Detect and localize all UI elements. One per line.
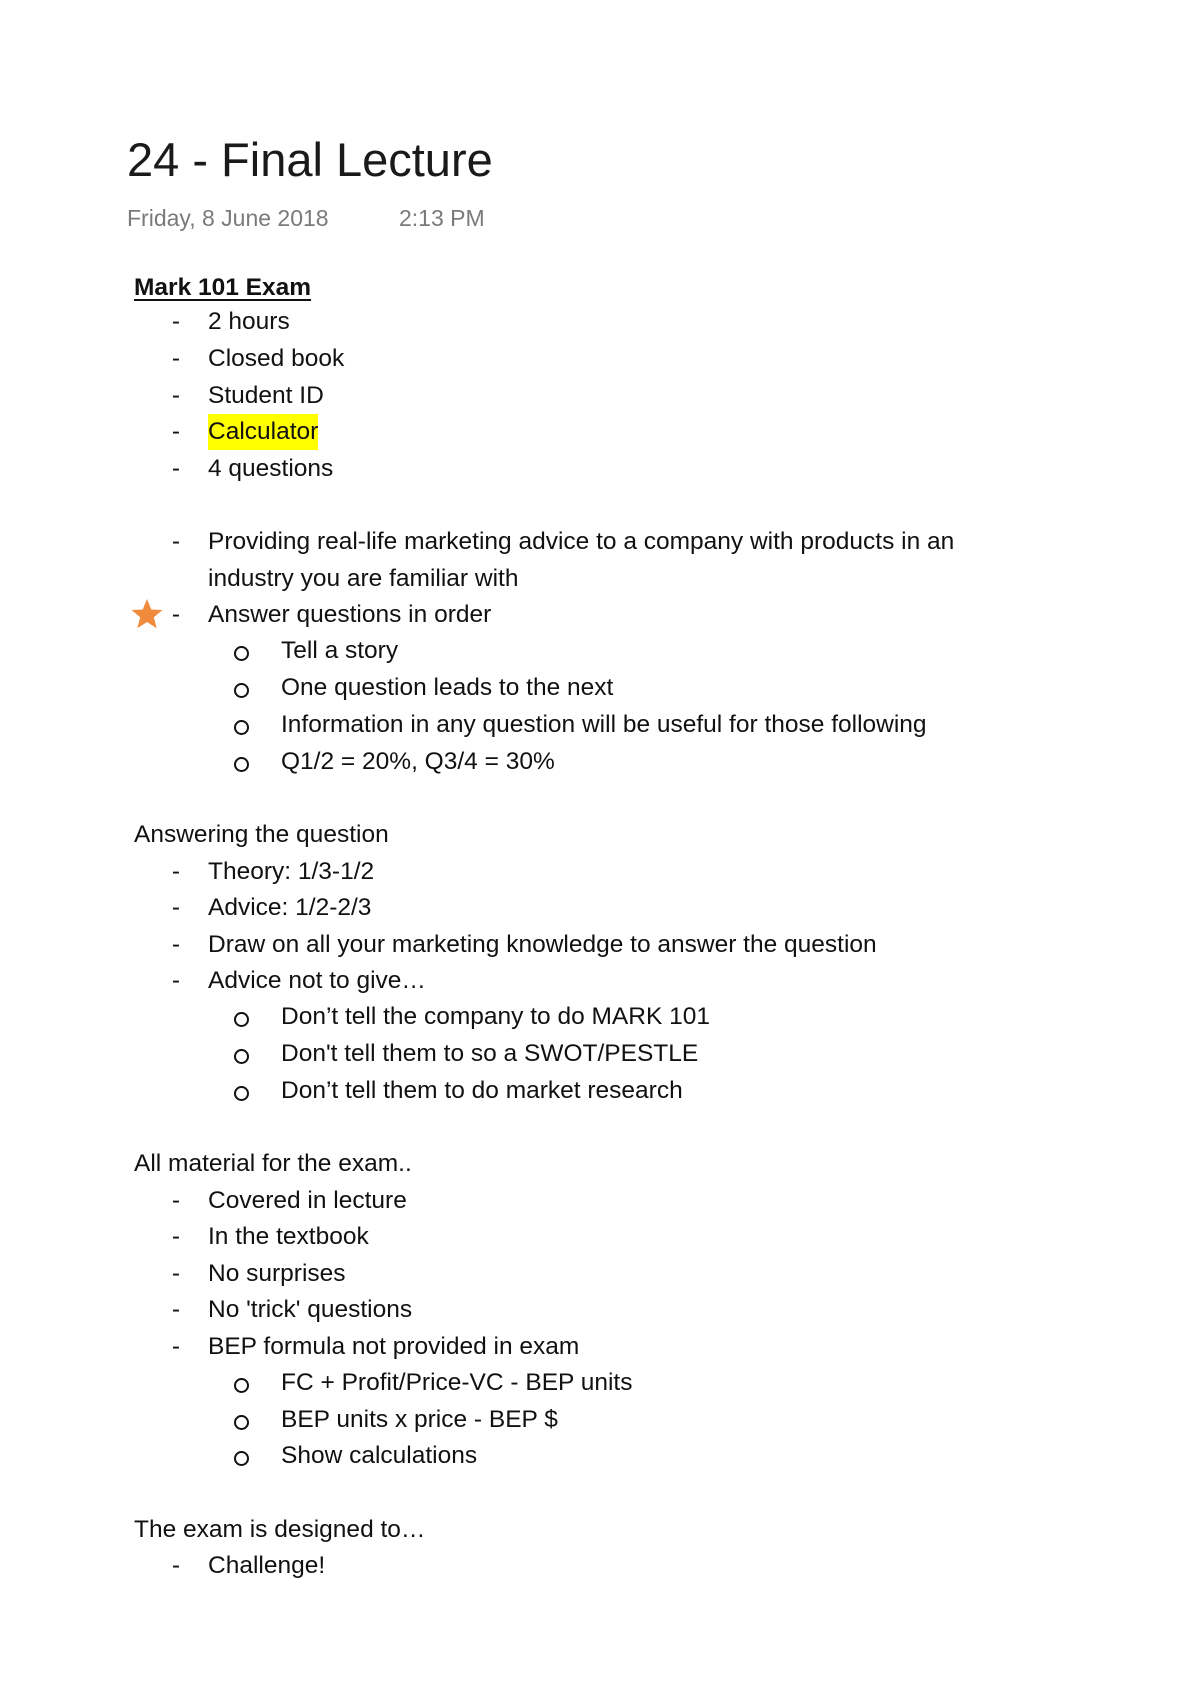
page-title: 24 - Final Lecture (127, 133, 493, 186)
sub-list-item-text: Don’t tell them to do market research (281, 1077, 683, 1104)
bullet-dash: - (171, 1260, 181, 1287)
section-heading-answering: Answering the question (134, 821, 389, 848)
sub-list-item-text: Don’t tell the company to do MARK 101 (281, 1003, 710, 1030)
sub-list-item-text: One question leads to the next (281, 674, 614, 701)
sub-list-item-text: Don't tell them to so a SWOT/PESTLE (281, 1040, 699, 1067)
sub-list-item-text: Q1/2 = 20%, Q3/4 = 30% (281, 748, 555, 775)
bullet-circle (234, 683, 249, 698)
bullet-dash: - (171, 894, 181, 921)
bullet-dash: - (171, 931, 181, 958)
highlighted-text: Calculator (208, 414, 318, 450)
note-time: 2:13 PM (399, 205, 485, 231)
bullet-dash: - (171, 345, 181, 372)
list-item-text: Draw on all your marketing knowledge to answer the question (208, 931, 877, 958)
bullet-circle (234, 646, 249, 661)
sub-list-item-text: Information in any question will be useful for those following (281, 711, 927, 738)
bullet-circle (234, 757, 249, 772)
list-item-text: 4 questions (208, 455, 334, 482)
list-item-text: Advice: 1/2-2/3 (208, 894, 372, 921)
list-item-text: 2 hours (208, 308, 290, 335)
star-icon (130, 597, 164, 631)
list-item-text: In the textbook (208, 1223, 369, 1250)
bullet-circle (234, 720, 249, 735)
bullet-dash: - (171, 858, 181, 885)
bullet-dash: - (171, 455, 181, 482)
list-item-text: Providing real-life marketing advice to a company with products in an (208, 528, 955, 555)
list-item-text: No 'trick' questions (208, 1296, 413, 1323)
list-item-text: BEP formula not provided in exam (208, 1333, 580, 1360)
bullet-dash: - (171, 528, 181, 555)
bullet-dash: - (171, 601, 181, 628)
sub-list-item-text: Tell a story (281, 637, 399, 664)
section-heading-material: All material for the exam.. (134, 1150, 412, 1177)
section-heading-exam: Mark 101 Exam (134, 274, 312, 301)
list-item-text: Answer questions in order (208, 601, 492, 628)
bullet-dash: - (171, 1223, 181, 1250)
bullet-dash: - (171, 967, 181, 994)
sub-list-item-text: FC + Profit/Price-VC - BEP units (281, 1369, 633, 1396)
sub-list-item-text: Show calculations (281, 1442, 478, 1469)
bullet-dash: - (171, 1296, 181, 1323)
bullet-circle (234, 1378, 249, 1393)
bullet-circle (234, 1049, 249, 1064)
bullet-circle (234, 1415, 249, 1430)
bullet-dash: - (171, 382, 181, 409)
note-date: Friday, 8 June 2018 (127, 205, 329, 231)
bullet-circle (234, 1451, 249, 1466)
sub-list-item-text: BEP units x price - BEP $ (281, 1406, 558, 1433)
list-item-text: No surprises (208, 1260, 346, 1287)
list-item-text: Challenge! (208, 1552, 326, 1579)
bullet-dash: - (171, 418, 181, 445)
list-item-text: Theory: 1/3-1/2 (208, 858, 375, 885)
section-heading-designed: The exam is designed to… (134, 1516, 426, 1543)
list-item-text: Covered in lecture (208, 1187, 407, 1214)
list-item-text: Student ID (208, 382, 324, 409)
bullet-dash: - (171, 1333, 181, 1360)
bullet-circle (234, 1012, 249, 1027)
bullet-dash: - (171, 308, 181, 335)
list-item-text: industry you are familiar with (208, 565, 519, 592)
list-item-text: Advice not to give… (208, 967, 426, 994)
bullet-dash: - (171, 1187, 181, 1214)
bullet-circle (234, 1086, 249, 1101)
bullet-dash: - (171, 1552, 181, 1579)
list-item-text: Closed book (208, 345, 345, 372)
